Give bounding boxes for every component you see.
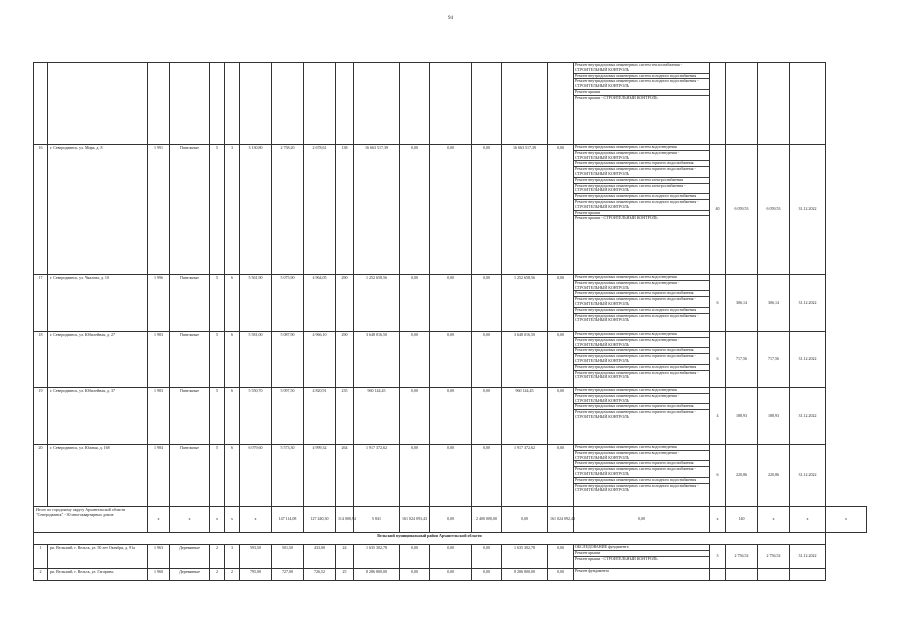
total-residents: 5 841	[354, 507, 400, 533]
row-deadline: 31.12.2022	[790, 275, 826, 332]
row-premises-area: 5 075,90	[272, 275, 304, 332]
work-item: Ремонт внутридомовых инженерных систем холодного водоснабжения	[574, 365, 709, 371]
row-residents: 235	[336, 388, 354, 445]
empty-cell	[304, 63, 336, 145]
work-item: Ремонт внутридомовых инженерных систем водоотведения	[574, 275, 709, 281]
row-fund-regional: 0,00	[430, 545, 472, 569]
table-row	[34, 569, 867, 581]
total-area-total: 127 440,30	[304, 507, 336, 533]
row-year: 1 960	[148, 569, 170, 581]
work-item: Ремонт внутридомовых инженерных систем холодного водоснабжения - СТРОИТЕЛЬНЫЙ КОНТРОЛЬ	[574, 79, 709, 90]
row-deadline: 31.12.2022	[790, 145, 826, 275]
row-fund-other: 0,00	[548, 145, 574, 275]
row-works	[574, 569, 710, 581]
row-fund-federal: 0,00	[400, 569, 430, 581]
row-fund-owners: 960 144,45	[502, 388, 548, 445]
total-unit-cost: х	[758, 507, 790, 533]
empty-cell	[240, 63, 272, 145]
row-entrances: 3	[225, 545, 240, 569]
row-limit-cost: 306,14	[758, 275, 790, 332]
empty-cell	[210, 63, 225, 145]
row-total-area: 795,00	[240, 569, 272, 581]
total-row	[34, 507, 867, 533]
total-total-area: 147 114,08	[272, 507, 304, 533]
row-work-count: 3	[710, 545, 726, 569]
row-residential-area: 2 678,61	[304, 145, 336, 275]
row-number: 16	[34, 145, 48, 275]
work-item: Ремонт внутридомовых инженерных систем водоотведения	[574, 145, 709, 151]
work-item: Ремонт внутридомовых инженерных систем водоотведения	[574, 445, 709, 451]
work-item: Ремонт крыши	[574, 90, 709, 96]
row-cost-total: 1 635 302,78	[354, 545, 400, 569]
row-fund-other: 0,00	[548, 545, 574, 569]
row-total-area: 5 550,70	[240, 388, 272, 445]
work-item: Ремонт внутридомовых инженерных систем горячего водоснабжения - СТРОИТЕЛЬНЫЙ КОНТРОЛЬ	[574, 297, 709, 308]
work-item: Ремонт внутридомовых инженерных систем горячего водоснабжения	[574, 348, 709, 354]
row-fund-municipal: 0,00	[472, 275, 502, 332]
row-limit-cost: 188,93	[758, 388, 790, 445]
row-total-area: 5 581,00	[240, 332, 272, 388]
row-fund-owners: 1 917 372,62	[502, 445, 548, 507]
row-fund-other: 0,00	[548, 445, 574, 507]
work-item: Ремонт внутридомовых инженерных систем водоотведения	[574, 332, 709, 338]
row-deadline: 31.12.2022	[790, 332, 826, 388]
total-x: х	[210, 507, 225, 533]
row-fund-owners: 3 648 016,50	[502, 332, 548, 388]
row-fund-municipal: 0,00	[472, 569, 502, 581]
row-fund-municipal: 0,00	[472, 445, 502, 507]
row-premises-area: 5 573,30	[272, 445, 304, 507]
row-address: рп. Вельский, г. Вельск, ул. 50 лет Октября, д. 91а	[48, 545, 148, 569]
empty-cell	[272, 63, 304, 145]
row-residents: 25	[336, 569, 354, 581]
row-premises-area: 5 097,50	[272, 388, 304, 445]
empty-cell	[472, 63, 502, 145]
work-item: Ремонт внутридомовых инженерных систем электроснабжения - СТРОИТЕЛЬНЫЙ КОНТРОЛЬ	[574, 184, 709, 195]
row-limit-cost: 717,56	[758, 332, 790, 388]
row-number: 1	[34, 545, 48, 569]
row-works	[574, 445, 710, 507]
row-fund-other: 0,00	[548, 388, 574, 445]
row-deadline: 31.12.2022	[790, 545, 826, 569]
row-number: 19	[34, 388, 48, 445]
row-deadline	[790, 569, 826, 581]
table-row	[34, 445, 867, 507]
row-deadline: 31.12.2022	[790, 388, 826, 445]
row-total-area: 6 079,60	[240, 445, 272, 507]
row-unit-cost: 717,56	[726, 332, 758, 388]
empty-cell	[758, 63, 790, 145]
row-cost-total: 3 648 016,50	[354, 332, 400, 388]
row-work-count: 6	[710, 275, 726, 332]
row-entrances: 3	[225, 145, 240, 275]
work-item: Ремонт внутридомовых инженерных систем водоотведения - СТРОИТЕЛЬНЫЙ КОНТРОЛЬ	[574, 451, 709, 462]
work-item: Ремонт внутридомовых инженерных систем водоотведения - СТРОИТЕЛЬНЫЙ КОНТРОЛЬ	[574, 394, 709, 405]
work-item: Ремонт внутридомовых инженерных систем холодного водоснабжения - СТРОИТЕЛЬНЫЙ КОНТРОЛЬ	[575, 312, 699, 323]
region-row	[34, 533, 867, 545]
row-entrances: 6	[225, 445, 240, 507]
row-unit-cost: 306,14	[726, 275, 758, 332]
row-fund-municipal: 0,00	[472, 332, 502, 388]
row-work-count: 6	[710, 445, 726, 507]
row-works	[574, 388, 710, 445]
row-works	[574, 332, 710, 388]
work-item: Ремонт внутридомовых инженерных систем горячего водоснабжения	[574, 404, 709, 410]
total-x: х	[170, 507, 210, 533]
work-item: Ремонт внутридомовых инженерных систем холодного водоснабжения	[574, 74, 709, 80]
work-item: Ремонт внутридомовых инженерных систем горячего водоснабжения	[574, 291, 709, 297]
row-fund-federal: 0,00	[400, 332, 430, 388]
empty-cell	[225, 63, 240, 145]
row-residents: 290	[336, 332, 354, 388]
total-owners: 161 024 092,43	[548, 507, 574, 533]
total-x: х	[148, 507, 170, 533]
row-premises-area: 2 758,20	[272, 145, 304, 275]
row-fund-other: 0,00	[548, 275, 574, 332]
row-address: г. Северодвинск, ул. Чкалова, д. 10	[48, 275, 148, 332]
row-fund-municipal: 0,00	[472, 545, 502, 569]
row-floors: 2	[210, 545, 225, 569]
row-wall-material: Деревянные	[170, 569, 210, 581]
row-floors: 5	[210, 275, 225, 332]
row-number: 18	[34, 332, 48, 388]
total-area-res: 114 000,94	[336, 507, 354, 533]
table-row-continued	[34, 63, 867, 145]
empty-cell	[502, 63, 548, 145]
empty-cell	[548, 63, 574, 145]
row-residential-area: 433,00	[304, 545, 336, 569]
row-work-count: 6	[710, 332, 726, 388]
row-floors: 2	[210, 569, 225, 581]
table-row	[34, 388, 867, 445]
row-fund-owners: 16 663 517,39	[502, 145, 548, 275]
row-fund-regional: 0,00	[430, 569, 472, 581]
row-wall-material: Панельные	[170, 145, 210, 275]
work-item: Ремонт внутридомовых инженерных систем горячего водоснабжения	[574, 461, 709, 467]
empty-cell	[400, 63, 430, 145]
work-item: Ремонт внутридомовых инженерных систем водоотведения	[574, 388, 709, 394]
row-work-count	[710, 569, 726, 581]
work-item: Ремонт внутридомовых инженерных систем холодного водоснабжения	[574, 194, 709, 200]
empty-cell	[790, 63, 826, 145]
work-item: Ремонт фундамента	[575, 568, 609, 573]
row-fund-municipal: 0,00	[472, 388, 502, 445]
row-entrances: 6	[225, 332, 240, 388]
work-item: Ремонт крыши - СТРОИТЕЛЬНЫЙ КОНТРОЛЬ	[575, 215, 658, 221]
empty-cell	[430, 63, 472, 145]
empty-cell	[726, 63, 758, 145]
table-row	[34, 145, 867, 275]
work-item: Ремонт внутридомовых инженерных систем холодного водоснабжения - СТРОИТЕЛЬНЫЙ КОНТРОЛЬ	[574, 200, 709, 211]
row-year: 1 996	[148, 275, 170, 332]
row-unit-cost: 220,86	[726, 445, 758, 507]
row-works	[574, 145, 710, 275]
row-fund-regional: 0,00	[430, 388, 472, 445]
row-floors: 5	[210, 445, 225, 507]
row-premises-area: 727,00	[272, 569, 304, 581]
row-fund-federal: 0,00	[400, 545, 430, 569]
row-address: рп. Вельский, г. Вельск, ул. Гагарина,	[48, 569, 148, 581]
row-residents: 290	[336, 275, 354, 332]
row-unit-cost: 188,93	[726, 388, 758, 445]
row-works	[574, 275, 710, 332]
row-floors: 5	[210, 388, 225, 445]
row-limit-cost: 6 059,53	[758, 145, 790, 275]
row-premises-area: 501,50	[272, 545, 304, 569]
row-cost-total: 1 252 658,56	[354, 275, 400, 332]
row-cost-total: 16 663 517,39	[354, 145, 400, 275]
region-title: Вельский муниципальный район Архангельской области	[34, 533, 826, 545]
row-wall-material: Панельные	[170, 275, 210, 332]
work-item: Ремонт внутридомовых инженерных систем горячего водоснабжения	[574, 161, 709, 167]
page-number: 94	[448, 16, 453, 21]
row-residential-area: 726,52	[304, 569, 336, 581]
row-limit-cost	[758, 569, 790, 581]
row-wall-material: Панельные	[170, 388, 210, 445]
row-year: 1 963	[148, 545, 170, 569]
work-item: Ремонт внутридомовых инженерных систем холодного водоснабжения - СТРОИТЕЛЬНЫЙ КОНТРОЛЬ	[575, 369, 699, 380]
row-residents: 264	[336, 445, 354, 507]
row-work-count: 4	[710, 388, 726, 445]
total-limit-cost: х	[790, 507, 826, 533]
work-item: Ремонт внутридомовых инженерных систем водоотведения - СТРОИТЕЛЬНЫЙ КОНТРОЛЬ	[574, 281, 709, 292]
row-year: 1 983	[148, 332, 170, 388]
row-limit-cost: 220,86	[758, 445, 790, 507]
work-item: Ремонт внутридомовых инженерных систем холодного водоснабжения - СТРОИТЕЛЬНЫЙ КОНТРОЛЬ	[575, 482, 699, 493]
row-floors: 5	[210, 332, 225, 388]
row-address: г. Северодвинск, ул. Южная, д. 168	[48, 445, 148, 507]
empty-cell	[710, 63, 726, 145]
work-item: Ремонт внутридомовых инженерных систем горячего водоснабжения - СТРОИТЕЛЬНЫЙ КОНТРОЛЬ	[575, 409, 696, 419]
row-number: 20	[34, 445, 48, 507]
row-unit-cost	[726, 569, 758, 581]
total-cost-total: 161 024 093,43	[400, 507, 430, 533]
row-total-area: 3 130,80	[240, 145, 272, 275]
row-year: 1 984	[148, 445, 170, 507]
row-year: 1 983	[148, 388, 170, 445]
work-item: Ремонт внутридомовых инженерных систем горячего водоснабжения - СТРОИТЕЛЬНЫЙ КОНТРОЛЬ	[574, 167, 709, 178]
row-address: г. Северодвинск, ул. Юбилейная, д. 37	[48, 388, 148, 445]
row-wall-material: Панельные	[170, 445, 210, 507]
row-fund-other: 0,00	[548, 332, 574, 388]
row-fund-municipal: 0,00	[472, 145, 502, 275]
row-fund-regional: 0,00	[430, 145, 472, 275]
work-item: Ремонт крыши - СТРОИТЕЛЬНЫЙ КОНТРОЛЬ	[575, 555, 658, 561]
total-other: 0,00	[574, 507, 710, 533]
work-item: Ремонт внутридомовых инженерных систем водоотведения - СТРОИТЕЛЬНЫЙ КОНТРОЛЬ	[574, 151, 709, 162]
row-cost-total: 1 917 372,62	[354, 445, 400, 507]
work-item: Ремонт крыши	[574, 551, 709, 557]
row-residents: 24	[336, 545, 354, 569]
row-floors: 5	[210, 145, 225, 275]
row-entrances: 2	[225, 569, 240, 581]
row-cost-total: 8 286 800,00	[354, 569, 400, 581]
work-item: ОБСЛЕДОВАНИЕ фундамента	[574, 545, 709, 551]
row-works	[574, 63, 710, 145]
total-label: Итого по городскому округу Архангельской области "Северодвинск" - 30 многоквартирных домов	[34, 507, 148, 533]
row-works	[574, 545, 710, 569]
table-row	[34, 332, 867, 388]
work-item: Ремонт внутридомовых инженерных систем теплоснабжения - СТРОИТЕЛЬНЫЙ КОНТРОЛЬ	[574, 63, 709, 74]
row-total-area: 5 561,90	[240, 275, 272, 332]
total-f1: 0,00	[430, 507, 472, 533]
row-deadline: 31.12.2022	[790, 445, 826, 507]
row-unit-cost: 6 059,53	[726, 145, 758, 275]
row-residential-area: 4 966,10	[304, 332, 336, 388]
empty-cell	[170, 63, 210, 145]
row-work-count: 40	[710, 145, 726, 275]
row-fund-federal: 0,00	[400, 445, 430, 507]
row-fund-owners: 8 286 800,00	[502, 569, 548, 581]
total-works: х	[710, 507, 726, 533]
empty-cell	[34, 63, 48, 145]
total-x: х	[225, 507, 240, 533]
row-limit-cost: 2 756,52	[758, 545, 790, 569]
total-n: 140	[726, 507, 758, 533]
row-wall-material: Деревянные	[170, 545, 210, 569]
table-row	[34, 545, 867, 569]
row-year: 1 991	[148, 145, 170, 275]
work-item: Ремонт крыши	[574, 211, 709, 217]
row-address: г. Северодвинск, ул. Мира, д. 8	[48, 145, 148, 275]
row-address: г. Северодвинск, ул. Юбилейная, д. 27	[48, 332, 148, 388]
row-entrances: 6	[225, 388, 240, 445]
work-item: Ремонт внутридомовых инженерных систем холодного водоснабжения	[574, 308, 709, 314]
row-unit-cost: 2 756,52	[726, 545, 758, 569]
row-number: 17	[34, 275, 48, 332]
work-item: Ремонт внутридомовых инженерных систем электроснабжения	[574, 178, 709, 184]
row-fund-federal: 0,00	[400, 388, 430, 445]
row-residential-area: 4 820,91	[304, 388, 336, 445]
empty-cell	[336, 63, 354, 145]
work-item: Ремонт внутридомовых инженерных систем холодного водоснабжения	[574, 478, 709, 484]
total-f2: 2 400 000,00	[472, 507, 502, 533]
total-x: х	[240, 507, 272, 533]
total-f3: 0,00	[502, 507, 548, 533]
empty-cell	[148, 63, 170, 145]
row-wall-material: Панельные	[170, 332, 210, 388]
row-fund-regional: 0,00	[430, 275, 472, 332]
row-fund-federal: 0,00	[400, 145, 430, 275]
housing-register-table	[33, 62, 867, 581]
row-total-area: 593,50	[240, 545, 272, 569]
work-item: Ремонт внутридомовых инженерных систем горячего водоснабжения - СТРОИТЕЛЬНЫЙ КОНТРОЛЬ	[574, 354, 709, 365]
row-fund-owners: 1 635 302,78	[502, 545, 548, 569]
row-fund-federal: 0,00	[400, 275, 430, 332]
work-item: Ремонт внутридомовых инженерных систем водоотведения - СТРОИТЕЛЬНЫЙ КОНТРОЛЬ	[574, 338, 709, 349]
row-entrances: 6	[225, 275, 240, 332]
row-premises-area: 5 087,90	[272, 332, 304, 388]
empty-cell	[354, 63, 400, 145]
row-fund-other: 0,00	[548, 569, 574, 581]
row-residents: 138	[336, 145, 354, 275]
row-number: 2	[34, 569, 48, 581]
work-item: Ремонт внутридомовых инженерных систем горячего водоснабжения - СТРОИТЕЛЬНЫЙ КОНТРОЛЬ	[574, 467, 709, 478]
row-cost-total: 960 144,45	[354, 388, 400, 445]
work-item: Ремонт крыши - СТРОИТЕЛЬНЫЙ КОНТРОЛЬ	[575, 94, 658, 100]
table-row	[34, 275, 867, 332]
row-residential-area: 4 964,05	[304, 275, 336, 332]
total-deadline: х	[826, 507, 867, 533]
row-residential-area: 4 999,32	[304, 445, 336, 507]
row-fund-regional: 0,00	[430, 332, 472, 388]
row-fund-owners: 1 252 658,56	[502, 275, 548, 332]
empty-cell	[48, 63, 148, 145]
row-fund-regional: 0,00	[430, 445, 472, 507]
